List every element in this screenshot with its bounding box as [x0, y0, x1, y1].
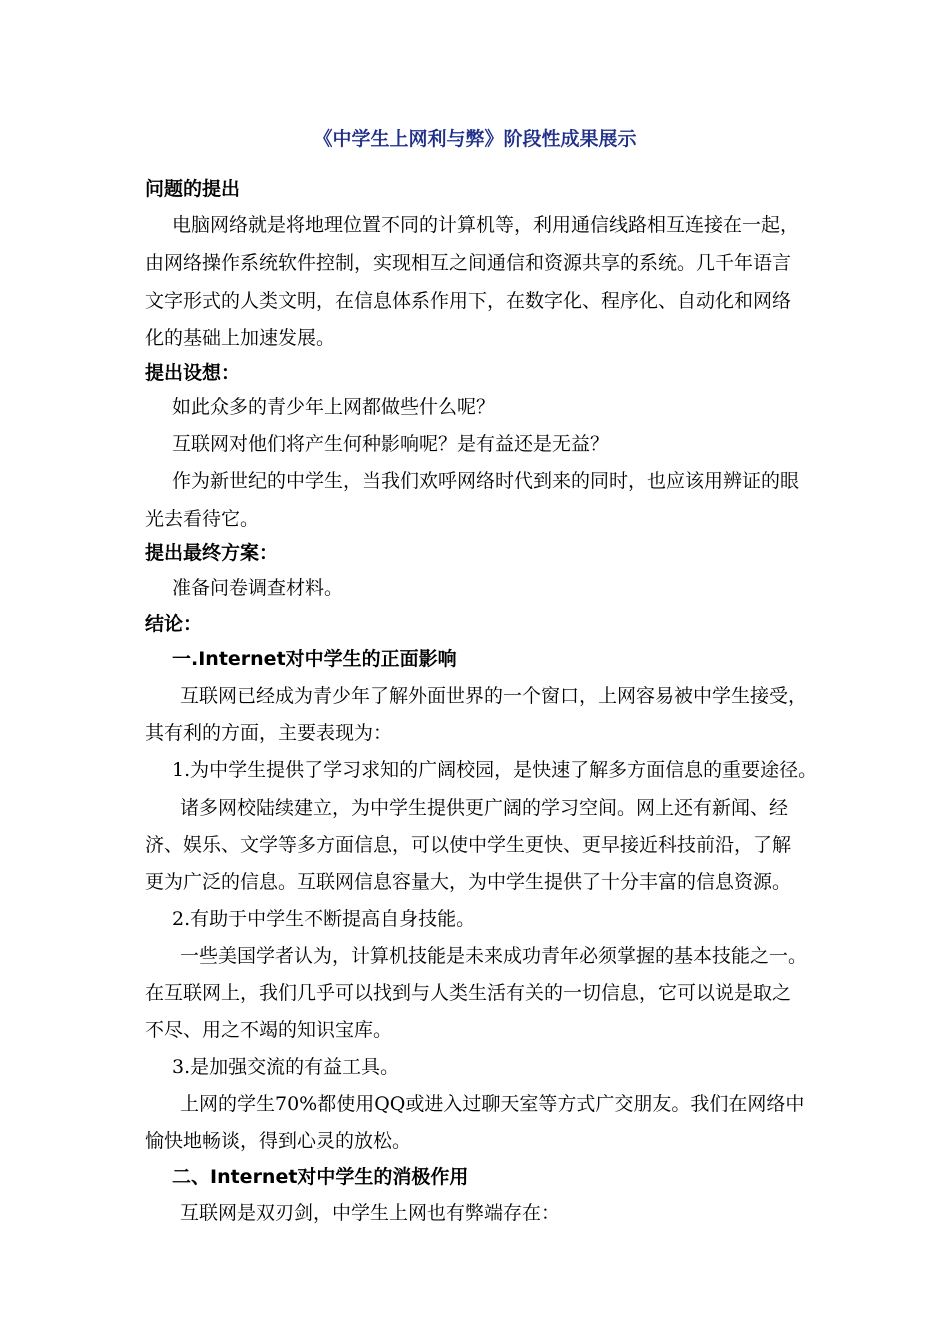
point-title: 3.是加强交流的有益工具。: [172, 1056, 400, 1078]
paragraph-line: 济、娱乐、文学等多方面信息，可以使中学生更快、更早接近科技前沿，了解: [145, 834, 792, 856]
paragraph-line: 不尽、用之不竭的知识宝库。: [145, 1019, 393, 1041]
paragraph-line: 其有利的方面，主要表现为：: [145, 722, 393, 744]
paragraph-line: 更为广泛的信息。互联网信息容量大，为中学生提供了十分丰富的信息资源。: [145, 871, 792, 893]
heading-problem: 问题的提出: [145, 178, 241, 200]
document-title: 《中学生上网利与弊》阶段性成果展示: [313, 128, 637, 150]
paragraph-line: 由网络操作系统软件控制，实现相互之间通信和资源共享的系统。几千年语言: [145, 252, 792, 274]
paragraph-line: 在互联网上，我们几乎可以找到与人类生活有关的一切信息，它可以说是取之: [145, 982, 792, 1004]
paragraph-line: 上网的学生70%都使用QQ或进入过聊天室等方式广交朋友。我们在网络中: [180, 1093, 805, 1115]
paragraph-line: 化的基础上加速发展。: [145, 327, 336, 349]
subheading-positive: 一.Internet对中学生的正面影响: [172, 648, 457, 670]
point-title: 2.有助于中学生不断提高自身技能。: [172, 908, 476, 930]
paragraph-line: 愉快地畅谈，得到心灵的放松。: [145, 1130, 412, 1152]
heading-hypothesis: 提出设想：: [145, 362, 241, 384]
paragraph-line: 一些美国学者认为，计算机技能是未来成功青年必须掌握的基本技能之一。: [180, 945, 808, 967]
heading-conclusion: 结论：: [145, 613, 203, 635]
paragraph-line: 诸多网校陆续建立，为中学生提供更广阔的学习空间。网上还有新闻、经: [180, 797, 789, 819]
paragraph-line: 互联网对他们将产生何种影响呢？是有益还是无益？: [172, 433, 610, 455]
paragraph-line: 准备问卷调查材料。: [172, 577, 344, 599]
paragraph-line: 互联网已经成为青少年了解外面世界的一个窗口，上网容易被中学生接受，: [180, 685, 808, 707]
point-title: 1.为中学生提供了学习求知的广阔校园，是快速了解多方面信息的重要途径。: [172, 759, 818, 781]
paragraph-line: 如此众多的青少年上网都做些什么呢？: [172, 396, 496, 418]
paragraph-line: 光去看待它。: [145, 508, 260, 530]
paragraph-line: 文字形式的人类文明，在信息体系作用下，在数字化、程序化、自动化和网络: [145, 290, 792, 312]
heading-plan: 提出最终方案：: [145, 542, 279, 564]
paragraph-line: 电脑网络就是将地理位置不同的计算机等，利用通信线路相互连接在一起，: [172, 214, 800, 236]
paragraph-line: 作为新世纪的中学生，当我们欢呼网络时代到来的同时，也应该用辨证的眼: [172, 470, 800, 492]
paragraph-line: 互联网是双刃剑，中学生上网也有弊端存在：: [180, 1202, 561, 1224]
subheading-negative: 二、Internet对中学生的消极作用: [172, 1166, 469, 1188]
